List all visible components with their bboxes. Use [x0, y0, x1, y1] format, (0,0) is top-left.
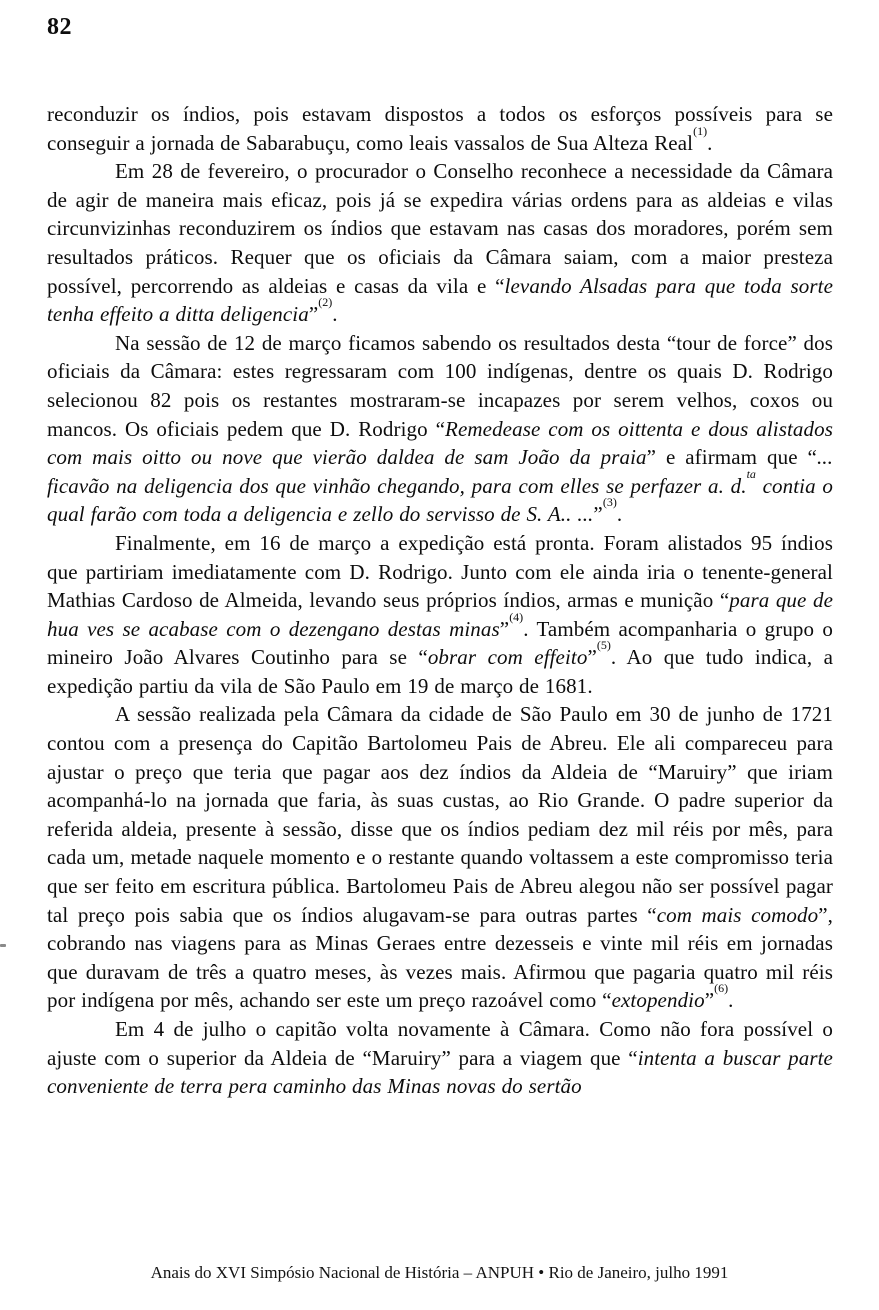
body-text: ” e afirmam que “: [646, 445, 817, 470]
page-number: 82: [47, 14, 72, 40]
footnote-marker: (5): [596, 638, 611, 653]
body-text: . Ao que tudo indica, a expedição partiu da vila de São Paulo em 19 de março de 1681.: [47, 645, 834, 698]
body-text: Em 28 de fevereiro, o procurador o Conselho reconhece a necessidade da Câmara de agir de maneira mais eficaz, pois já se expedira várias ordens para as aldeias e vilas circunvizinhas reconduzirem os índios que estavam nas casas dos moradores, porém sem resultados práticos. Requer que os oficiais da Câmara saiam, com a maior presteza possível, percorrendo as aldeias e casas da vila e “: [47, 159, 833, 298]
footnote-marker: ta: [746, 466, 756, 481]
body-text: ”: [499, 616, 510, 641]
quoted-source-text: ... ficavão na deligencia dos que vinhão chegando, para com elles se perfazer a. d.: [47, 445, 834, 498]
footnote-marker: (1): [693, 123, 708, 138]
body-text: ”: [308, 302, 319, 327]
quoted-source-text: levando Alsadas para que toda sorte tenha effeito a ditta deligencia: [47, 273, 833, 327]
footer-running-title: Anais do XVI Simpósio Nacional de História – ANPUH • Rio de Janeiro, julho 1991: [150, 1263, 729, 1282]
body-text: .: [332, 302, 338, 327]
quoted-source-text: obrar com effeito: [427, 645, 588, 670]
quoted-source-text: com mais comodo: [656, 902, 819, 927]
paragraph: [47, 700, 833, 1015]
paragraph: [47, 529, 833, 701]
body-text: .: [728, 988, 734, 1013]
paragraph: [47, 1015, 833, 1101]
footnote-marker: (4): [509, 609, 524, 624]
body-text: A sessão realizada pela Câmara da cidade de São Paulo em 30 de junho de 1721 contou com a presença do Capitão Bartolomeu Pais de Abreu. Ele ali compareceu para ajustar o preço que teria que pagar aos dez índios da Aldeia de “Maruiry” que iriam acompanhá-lo na jornada que faria, às suas custas, ao Rio Grande. O padre superior da referida aldeia, presente à sessão, disse que os índios pediam dez mil réis por mês, para cada um, metade naquele momento e o restante quando voltassem a este compromisso teria que ser feito em escritura pública. Bartolomeu Pais de Abreu alegou não ser possível pagar tal preço pois sabia que os índios alugavam-se para outras partes “: [47, 702, 833, 927]
body-text: ”: [593, 502, 603, 527]
footnote-marker: (6): [714, 981, 729, 996]
body-text: ”: [704, 988, 715, 1013]
quoted-source-text: intenta a buscar parte conveniente de terra pera caminho das Minas novas do sertão: [47, 1045, 833, 1099]
body-text: Finalmente, em 16 de março a expedição está pronta. Foram alistados 95 índios que partiriam imediatamente com D. Rodrigo. Junto com ele ainda iria o tenente-general Mathias Cardoso de Almeida, levando seus próprios índios, armas e munição “: [47, 530, 833, 613]
body-text: Na sessão de 12 de março ficamos sabendo os resultados desta “tour de force” dos oficiais da Câmara: estes regressaram com 100 indígenas, dentre os quais D. Rodrigo selecionou 82 pois os restantes mostraram-se incapazes por serem velhos, coxos ou mancos. Os oficiais pedem que D. Rodrigo “: [47, 330, 833, 441]
body-text: . Também acompanharia o grupo o mineiro João Alvares Coutinho para se “: [47, 616, 834, 670]
text-body: [47, 100, 833, 1101]
footnote-marker: (2): [318, 295, 333, 310]
quoted-source-text: para que de hua ves se acabase com o dezengano destas minas: [47, 588, 833, 641]
paragraph: [47, 157, 833, 329]
paragraph: [47, 329, 833, 529]
body-text: ”: [587, 645, 597, 670]
footnote-marker: (3): [602, 495, 617, 510]
quoted-source-text: Remedease com os oittenta e dous alistados com mais oitto ou nove que vierão daldea de sam João da praia: [47, 416, 833, 470]
paragraph: [47, 100, 833, 157]
quoted-source-text: extopendio: [611, 988, 705, 1013]
body-text: .: [616, 502, 623, 527]
body-text: reconduzir os índios, pois estavam dispostos a todos os esforços possíveis para se conseguir a jornada de Sabarabuçu, como leais vassalos de Sua Alteza Real: [47, 102, 833, 155]
body-text: ”, cobrando nas viagens para as Minas Geraes entre dezesseis e vinte mil réis em jornadas que duravam de três a quatro meses, às vezes mais. Afirmou que pagaria quatro mil réis por indígena por mês, achando ser este um preço razoável como “: [47, 902, 833, 1013]
scan-artifact: [0, 944, 6, 947]
quoted-source-text: contia o qual farão com toda a deligencia e zello do servisso de S. A.. ...: [47, 473, 834, 527]
body-text: Em 4 de julho o capitão volta novamente à Câmara. Como não fora possível o ajuste com o superior da Aldeia de “Maruiry” para a viagem que “: [47, 1017, 833, 1070]
body-text: .: [707, 130, 713, 155]
